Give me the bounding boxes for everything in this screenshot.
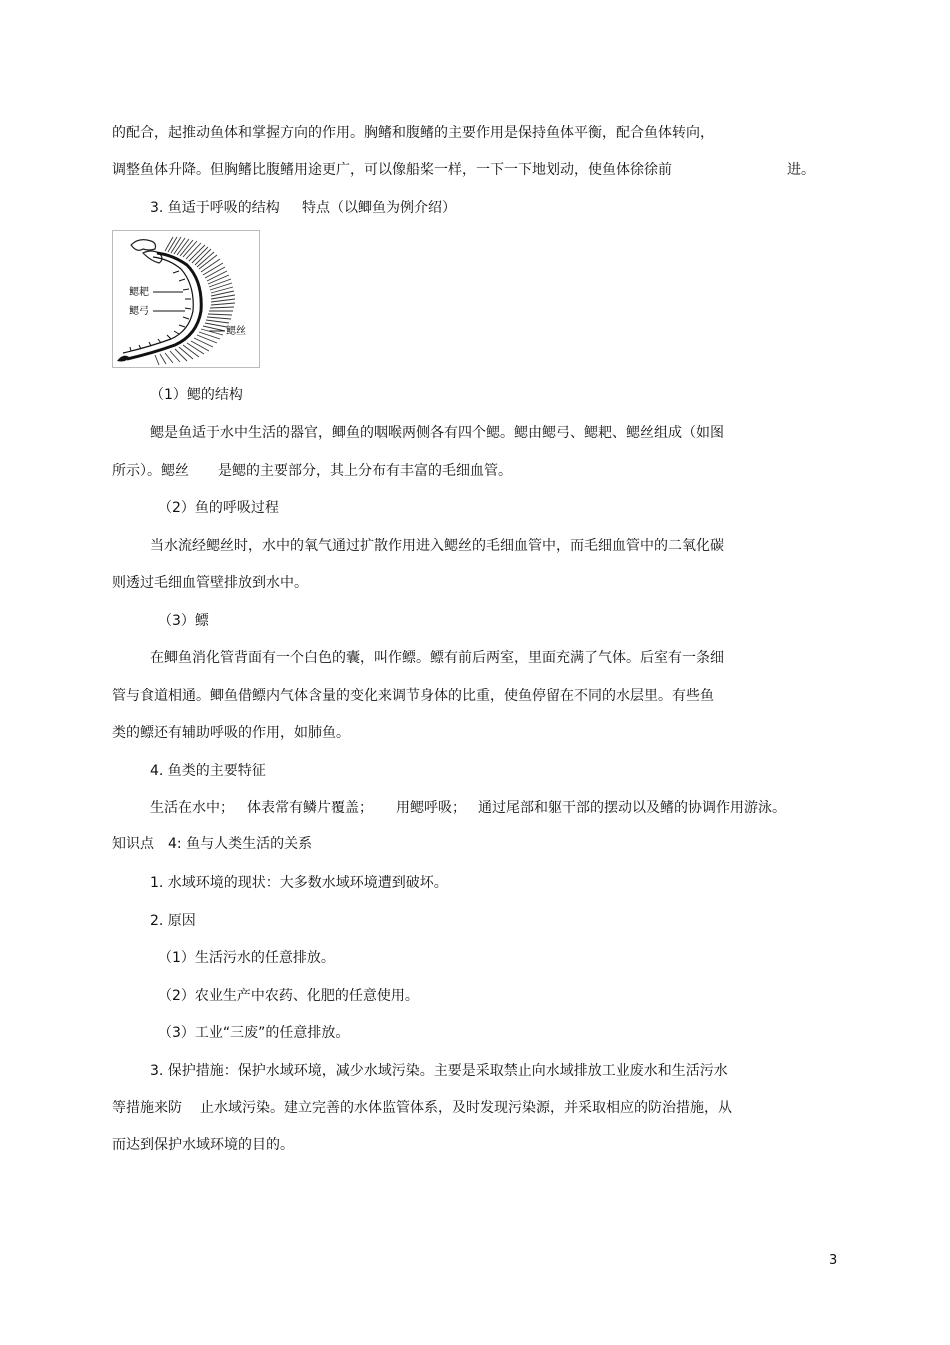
gill-structure-figure [112, 230, 260, 368]
paragraph-line: 调整鱼体升降。但胸鳍比腹鳍用途更广，可以像船桨一样，一下一下地划动，使鱼体徐徐前 [112, 162, 672, 178]
paragraph-line: 当水流经鳃丝时，水中的氧气通过扩散作用进入鳃丝的毛细血管中，而毛细血管中的二氧化碳 [150, 538, 724, 554]
paragraph-line: 而达到保护水域环境的目的。 [112, 1137, 294, 1153]
paragraph-line: 所示）。鳃丝 [112, 463, 189, 479]
subsection-heading: （2）鱼的呼吸过程 [158, 500, 279, 516]
label-gill-arch: 鳃弓 [129, 306, 149, 317]
knowledge-point-heading: 知识点 4: 鱼与人类生活的关系 [112, 836, 313, 852]
paragraph-line: 在鲫鱼消化管背面有一个白色的囊，叫作鳔。鳔有前后两室，里面充满了气体。后室有一条细 [150, 650, 724, 666]
section-heading: 4. 鱼类的主要特征 [150, 763, 266, 779]
label-gill-filaments: 鳃丝 [226, 326, 246, 337]
numbered-item: 3. 保护措施：保护水域环境，减少水域污染。主要是采取禁止向水域排放工业废水和生活污水 [150, 1063, 728, 1079]
label-gill-rakers: 鳃耙 [129, 287, 149, 298]
reason-item: （3）工业“三废”的任意排放。 [158, 1025, 350, 1041]
section-heading-cont: 特点（以鲫鱼为例介绍） [302, 200, 456, 216]
feature-item: 用鳃呼吸； [396, 800, 466, 816]
paragraph-line: 的配合，起推动鱼体和掌握方向的作用。胸鳍和腹鳍的主要作用是保持鱼体平衡，配合鱼体转向， [112, 125, 714, 141]
subsection-heading: （1）鳃的结构 [150, 387, 243, 403]
gill-diagram [113, 231, 259, 367]
subsection-heading: （3）鳔 [158, 613, 209, 629]
section-heading: 3. 鱼适于呼吸的结构 [150, 200, 280, 216]
paragraph-line: 是鳃的主要部分，其上分布有丰富的毛细血管。 [218, 463, 512, 479]
page-number: 3 [829, 1253, 838, 1268]
paragraph-line: 止水域污染。建立完善的水体监管体系，及时发现污染源，并采取相应的防治措施，从 [200, 1100, 732, 1116]
feature-item: 体表常有鳞片覆盖； [247, 800, 373, 816]
numbered-item: 2. 原因 [150, 913, 196, 929]
feature-item: 生活在水中； [150, 800, 234, 816]
paragraph-line: 管与食道相通。鲫鱼借鳔内气体含量的变化来调节身体的比重，使鱼停留在不同的水层里。有些鱼 [112, 688, 714, 704]
paragraph-line-end: 进。 [787, 162, 815, 178]
paragraph-line: 类的鳔还有辅助呼吸的作用，如肺鱼。 [112, 725, 350, 741]
paragraph-line: 鳃是鱼适于水中生活的器官，鲫鱼的咽喉两侧各有四个鳃。鳃由鳃弓、鳃耙、鳃丝组成（如图 [150, 425, 724, 441]
paragraph-line: 则透过毛细血管壁排放到水中。 [112, 575, 308, 591]
reason-item: （2）农业生产中农药、化肥的任意使用。 [158, 988, 419, 1004]
numbered-item: 1. 水域环境的现状：大多数水域环境遭到破坏。 [150, 875, 448, 891]
paragraph-line: 等措施来防 [112, 1100, 182, 1116]
feature-item: 通过尾部和躯干部的摆动以及鳍的协调作用游泳。 [478, 800, 786, 816]
reason-item: （1）生活污水的任意排放。 [158, 950, 335, 966]
